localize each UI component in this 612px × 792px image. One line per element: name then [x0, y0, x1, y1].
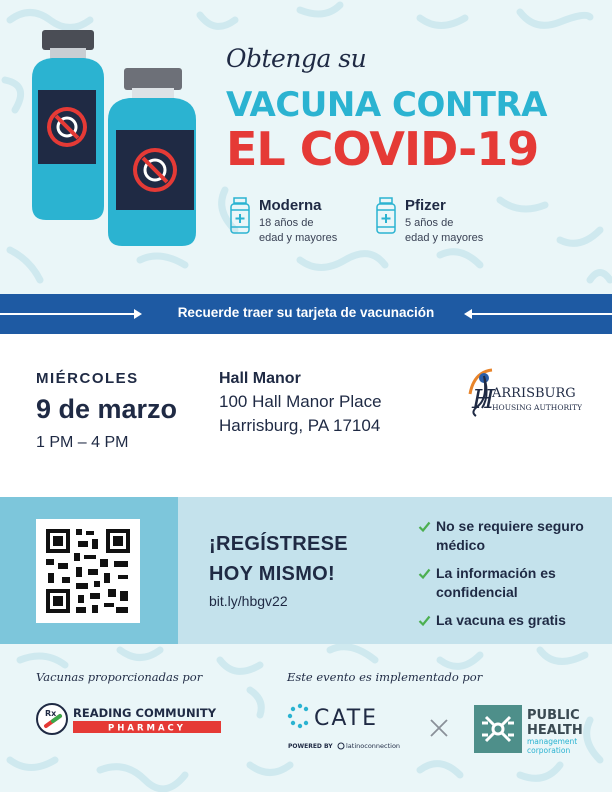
cate-partner: latinoconnection — [346, 742, 401, 750]
checkmark-icon — [418, 567, 431, 580]
phmc-line-3: management — [527, 737, 578, 746]
qr-code[interactable] — [36, 519, 140, 623]
checkmark-icon — [418, 614, 431, 627]
reading-community-pharmacy-logo — [36, 700, 226, 738]
svg-text:H: H — [472, 385, 495, 415]
banner-text: Recuerde traer su tarjeta de vacunación — [164, 305, 449, 320]
hha-logo-line-1: ARRISBURG — [492, 386, 576, 401]
intro-text: Obtenga su — [226, 44, 367, 73]
phmc-line-4: corporation — [527, 746, 571, 755]
vial-back — [32, 30, 104, 220]
title-line-1: VACUNA CONTRA — [226, 85, 547, 125]
event-details — [0, 334, 612, 497]
brand-age-line-2: edad y mayores — [259, 232, 338, 244]
benefit-text: La información es confidencial — [436, 565, 556, 600]
close-x-icon — [428, 717, 450, 739]
implemented-by-text: Este evento es implementado por — [287, 670, 483, 684]
provided-by-text: Vacunas proporcionadas por — [36, 670, 203, 684]
pharmacy-name-line-2: PHARMACY — [108, 723, 186, 734]
brand-age-line-2: edad y mayores — [405, 232, 484, 244]
checkmark-icon — [418, 520, 431, 533]
brand-moderna — [229, 197, 337, 246]
benefit-item — [418, 564, 586, 602]
register-title-line-2: HOY MISMO! — [209, 563, 335, 585]
cate-name: CATE — [314, 706, 379, 731]
vial-front — [108, 68, 196, 246]
vial-icon — [229, 197, 251, 235]
brand-name: Pfizer — [405, 197, 446, 214]
reminder-banner — [0, 294, 612, 334]
hha-logo-line-2: HOUSING AUTHORITY — [492, 403, 582, 412]
address-line-2: Harrisburg, PA 17104 — [219, 416, 381, 435]
registration-section — [0, 497, 612, 644]
headline — [226, 44, 547, 176]
register-title-line-1: ¡REGÍSTRESE — [209, 533, 348, 555]
event-date: 9 de marzo — [36, 394, 178, 424]
vaccine-vials-illustration — [24, 28, 214, 248]
cate-powered-by: POWERED BY — [288, 743, 333, 750]
brand-age-line-1: 5 años de — [405, 217, 454, 229]
svg-text:Rx: Rx — [45, 709, 57, 718]
pharmacy-name-line-1: READING COMMUNITY — [73, 706, 217, 720]
brand-name: Moderna — [259, 197, 322, 214]
benefit-item — [418, 517, 586, 555]
register-link[interactable]: bit.ly/hbgv22 — [209, 593, 288, 609]
benefit-item — [418, 611, 586, 630]
vial-icon — [375, 197, 397, 235]
event-time: 1 PM – 4 PM — [36, 434, 129, 451]
brand-age-line-1: 18 años de — [259, 217, 314, 229]
cate-logo — [286, 700, 410, 752]
phmc-line-1: PUBLIC — [527, 708, 580, 723]
benefit-text: No se requiere seguro médico — [436, 518, 584, 553]
benefit-text: La vacuna es gratis — [436, 612, 566, 628]
address-line-1: 100 Hall Manor Place — [219, 392, 382, 411]
benefits-list — [418, 517, 586, 639]
title-line-2: EL COVID-19 — [226, 122, 539, 176]
phmc-line-2: HEALTH — [527, 723, 583, 738]
event-day: MIÉRCOLES — [36, 370, 139, 387]
harrisburg-housing-logo — [462, 364, 582, 424]
public-health-management-logo — [474, 703, 584, 755]
brand-pfizer — [375, 197, 483, 246]
event-venue: Hall Manor — [219, 370, 301, 387]
